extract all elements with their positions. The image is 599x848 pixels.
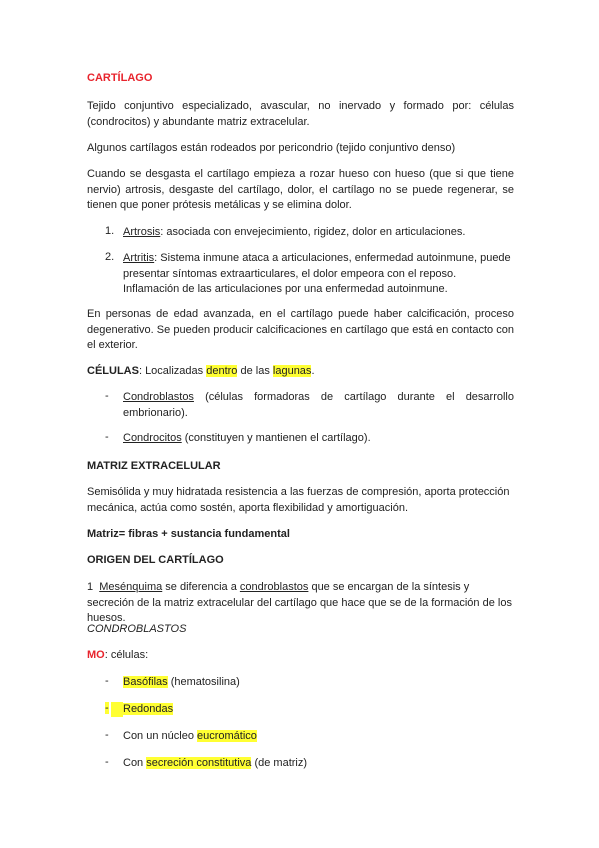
mo-text: : células: [104, 649, 149, 661]
highlight-gap [111, 702, 123, 717]
origen-number: 1 [87, 581, 94, 593]
list-term: Artritis [123, 252, 155, 264]
highlight-secrecion: secreción constitutiva [146, 757, 252, 769]
list-term: Condrocitos [123, 432, 182, 444]
list-text: (células formadoras de cartílago durante el desarrollo embrionario). [123, 391, 514, 419]
matriz-formula: Matriz= fibras + sustancia fundamental [87, 528, 290, 540]
highlight-eucromatico: eucromático [197, 730, 257, 742]
list-item: Con un núcleo eucromático [123, 730, 257, 742]
list-item [123, 702, 514, 718]
origen-heading: ORIGEN DEL CARTÍLAGO [87, 554, 224, 566]
page-title: CARTÍLAGO [87, 72, 153, 84]
bullet-dash: - [105, 431, 109, 443]
list-number: 2. [105, 251, 115, 263]
term-mesenquima: Mesénquima [99, 581, 163, 593]
highlight-redondas: Redondas [123, 703, 174, 715]
list-item: Con secreción constitutiva (de matriz) [123, 757, 308, 769]
bullet-dash: - [105, 756, 109, 768]
list-text: : Sistema inmune ataca a articulaciones, enfermedad autoinmune, puede presentar síntomas extraarticulares, el dolor empeora con el reposo. Inflamación de las articulaciones por una enfermedad autoinmune. [123, 252, 511, 295]
list-item: Basófilas (hematosilina) [123, 676, 240, 688]
list-text: : asociada con envejecimiento, rigidez, dolor en articulaciones. [160, 226, 466, 238]
list-number: 1. [105, 225, 115, 237]
intro-paragraph: Tejido conjuntivo especializado, avascular, no inervado y formado por: células (condrocitos) y abundante matriz extracelular. [87, 100, 514, 128]
calcificacion-paragraph: En personas de edad avanzada, en el cartílago puede haber calcificación, proceso degenerativo. Se pueden producir calcificaciones en cartílago que está en contacto con el exterior. [87, 308, 514, 351]
bullet-dash: - [105, 390, 109, 402]
list-item [123, 431, 514, 447]
celulas-label: CÉLULAS [87, 365, 139, 377]
list-term: Artrosis [123, 226, 161, 238]
matriz-heading: MATRIZ EXTRACELULAR [87, 460, 221, 472]
highlight-dentro: dentro [206, 365, 238, 377]
mo-label: MO [87, 649, 105, 661]
pericondrio-paragraph: Algunos cartílagos están rodeados por pericondrio (tejido conjuntivo denso) [87, 142, 456, 154]
list-term: Condroblastos [123, 391, 194, 403]
origen-paragraph [87, 580, 514, 627]
matriz-paragraph: Semisólida y muy hidratada resistencia a las fuerzas de compresión, aporta protección mecánica, actúa como sostén, aporta flexibilidad y amortiguación. [87, 486, 510, 514]
highlight-basofilas: Basófilas [123, 676, 168, 688]
mo-line [87, 648, 514, 664]
highlight-lagunas: lagunas [272, 365, 312, 377]
list-item [123, 390, 514, 421]
bullet-dash: - [105, 729, 109, 741]
celulas-text: : Localizadas [138, 365, 207, 377]
origen-text: se diferencia a [162, 581, 240, 593]
term-condroblastos: condroblastos [239, 581, 309, 593]
bullet-dash: - [105, 675, 109, 687]
list-text: (constituyen y mantienen el cartílago). [181, 432, 371, 444]
condroblastos-heading: CONDROBLASTOS [87, 623, 187, 635]
bullet-dash: - [105, 702, 109, 714]
celulas-text: de las [237, 365, 273, 377]
desgaste-paragraph: Cuando se desgasta el cartílago empieza a rozar hueso con hueso (que si que tiene nervio) artrosis, desgaste del cartílago, dolor, el cartílago no se puede regenerar, se tienen que poner prótesis metálicas y se elimina dolor. [87, 168, 514, 211]
celulas-text: . [311, 365, 315, 377]
celulas-line [87, 364, 514, 380]
origen-text: que se encargan de la síntesis y secreción de la matriz extracelular del cartílago que hace que se de la formación de los huesos. [87, 581, 512, 624]
